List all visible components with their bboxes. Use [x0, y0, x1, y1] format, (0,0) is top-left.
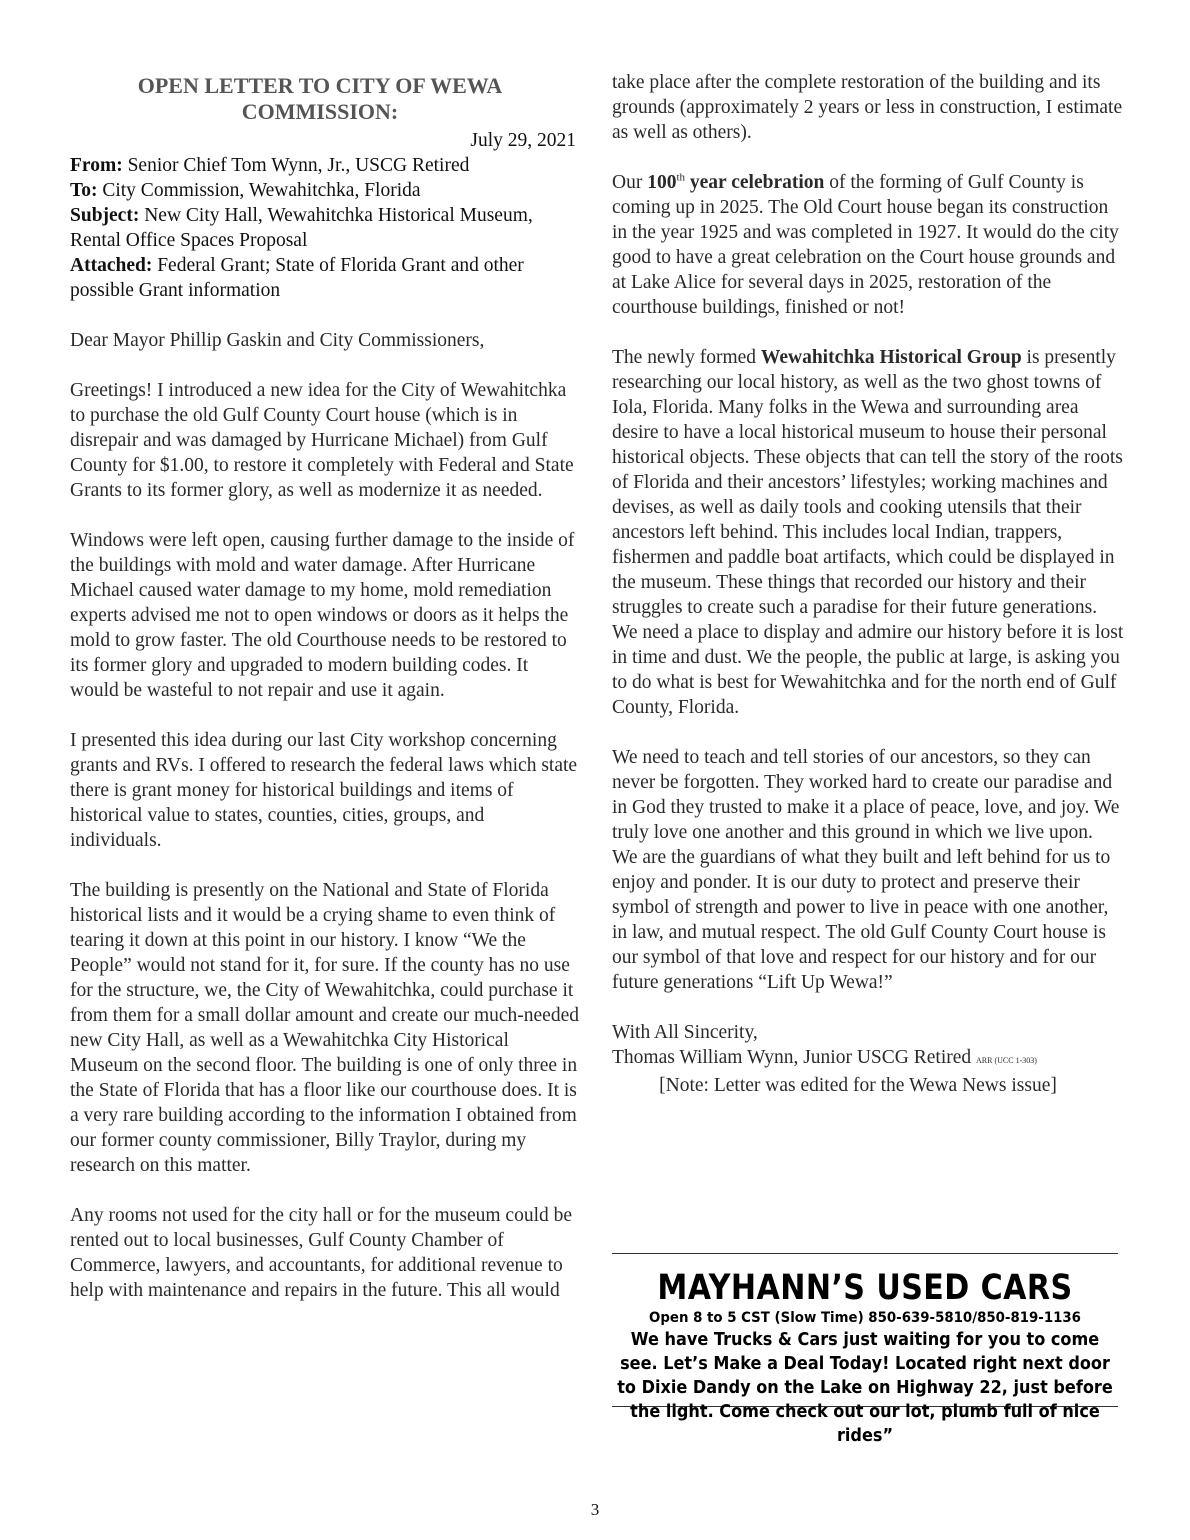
p6-bold2: year celebration — [685, 172, 825, 193]
subject-value: New City Hall, Wewahitchka Historical Museum, Rental Office Spaces Proposal — [70, 205, 533, 251]
p7-pre: The newly formed — [612, 347, 761, 368]
ad-body — [612, 1328, 1118, 1448]
advertisement — [612, 1253, 1118, 1446]
p7-rest: is presently researching our local history, as well as the two ghost towns of Iola, Florida. Many folks in the Wewa and surrounding area desire to have a local historical museum to house their personal historical objects. These objects that can tell the story of the roots of Florida and their ancestors’ lifestyles; working machines and devises, as well as daily tools and cooking utensils that their ancestors left behind. This includes local Indian, trappers, fishermen and paddle boat artifacts, which could be displayed in the museum. These things that recorded our history and their struggles to create such a paradise for their future generations. We need a place to display and admire our history before it is lost in time and dust. We the people, the public at large, is asking you to do what is best for Wewahitchka and for the north end of Gulf County, Florida. — [612, 347, 1124, 718]
attached-label: Attached: — [70, 255, 153, 276]
to-value: City Commission, Wewahitchka, Florida — [97, 180, 421, 201]
salutation: Dear Mayor Phillip Gaskin and City Commissioners, — [70, 330, 485, 351]
ad-body-large: We have Trucks & Cars just waiting for you to come see. Let’s Make a Deal Today! — [620, 1330, 1100, 1374]
p6-sup: th — [676, 171, 686, 184]
closing: With All Sincerity, — [612, 1022, 758, 1043]
editor-note: [Note: Letter was edited for the Wewa News issue] — [659, 1075, 1057, 1096]
letter-title: OPEN LETTER TO CITY OF WEWA COMMISSION: — [137, 73, 503, 124]
paragraph-7 — [612, 345, 1124, 720]
right-column — [612, 70, 1124, 1098]
ad-body-small: Located right next door to Dixie Dandy on the Lake on Highway 22, just before the light. Come check out our lot, plumb full of nice rides” — [617, 1354, 1113, 1446]
signature-small: ARR (UCC 1-303) — [976, 1056, 1037, 1065]
paragraph-8a: We need to teach and tell stories of our ancestors, so they can never be forgotten. They worked hard to create our paradise and in God they trusted to make it a place of peace, love, and joy. We truly love one another and this ground in which we live upon. — [612, 747, 1120, 843]
paragraph-5-continued: take place after the complete restoration of the building and its grounds (approximately 2 years or less in construction, I estimate as well as others). — [612, 72, 1123, 143]
paragraph-8b: We are the guardians of what they built and left behind for us to enjoy and ponder. It is our duty to protect and preserve their symbol of strength and power to live in peace with one another, in law, and mutual respect. The old Gulf County Court house is our symbol of that love and respect for our history and for our future generations “Lift Up Wewa!” — [612, 847, 1111, 993]
paragraph-2: Windows were left open, causing further damage to the inside of the buildings with mold and water damage. After Hurricane Michael caused water damage to my home, mold remediation experts advised me not to open windows or doors as it helps the mold to grow faster. The old Courthouse needs to be restored to its former glory and upgraded to modern building codes. It would be wasteful to not repair and use it again. — [70, 530, 575, 701]
to-label: To: — [70, 180, 98, 201]
attached-value: Federal Grant; State of Florida Grant and other possible Grant information — [70, 255, 524, 301]
paragraph-3: I presented this idea during our last City workshop concerning grants and RVs. I offered to research the federal laws which state there is grant money for historical buildings and items of historical value to states, counties, cities, groups, and individuals. — [70, 730, 578, 851]
subject-label: Subject: — [70, 205, 140, 226]
p6-rest: of the forming of Gulf County is coming up in 2025. The Old Court house began its construction in the year 1925 and was completed in 1927. It would do the city good to have a great celebration on the Court house grounds and at Lake Alice for several days in 2025, restoration of the courthouse buildings, finished or not! — [612, 172, 1119, 318]
page-number: 3 — [590, 1500, 600, 1519]
p6-pre: Our — [612, 172, 648, 193]
signature — [612, 1045, 1124, 1073]
p6-bold: 100 — [647, 172, 677, 193]
from-label: From: — [70, 155, 123, 176]
attached-line — [70, 253, 580, 303]
signature-name: Thomas William Wynn, Junior USCG Retired — [612, 1047, 972, 1068]
paragraph-6 — [612, 170, 1124, 320]
p7-bold: Wewahitchka Historical Group — [760, 347, 1022, 368]
to-line — [70, 178, 580, 203]
ad-hours: Open 8 to 5 CST (Slow Time) 850-639-5810/850-819-1136 — [649, 1310, 1081, 1326]
letter-date: July 29, 2021 — [470, 130, 576, 151]
subject-line — [70, 203, 580, 253]
ad-title: MAYHANN’S USED CARS — [657, 1268, 1073, 1308]
from-line — [70, 153, 580, 178]
paragraph-1: Greetings! I introduced a new idea for the City of Wewahitchka to purchase the old Gulf County Court house (which is in disrepair and was damaged by Hurricane Michael) from Gulf County for $1.00, to restore it completely with Federal and State Grants to its former glory, as well as modernize it as needed. — [70, 380, 574, 501]
from-value: Senior Chief Tom Wynn, Jr., USCG Retired — [122, 155, 470, 176]
paragraph-5: Any rooms not used for the city hall or for the museum could be rented out to local businesses, Gulf County Chamber of Commerce, lawyers, and accountants, for additional revenue to help with maintenance and repairs in the future. This all would — [70, 1205, 573, 1301]
left-column — [70, 70, 580, 1328]
paragraph-4: The building is presently on the National and State of Florida historical lists and it would be a crying shame to even think of tearing it down at this point in our history. I know “We the People” would not stand for it, for sure. If the county has no use for the structure, we, the City of Wewahitchka, could purchase it from them for a small dollar amount and create our much-needed new City Hall, as well as a Wewahitchka City Historical Museum on the second floor. The building is one of only three in the State of Florida that has a floor like our courthouse does. It is a very rare building according to the information I obtained from our former county commissioner, Billy Traylor, during my research on this matter. — [70, 880, 579, 1176]
